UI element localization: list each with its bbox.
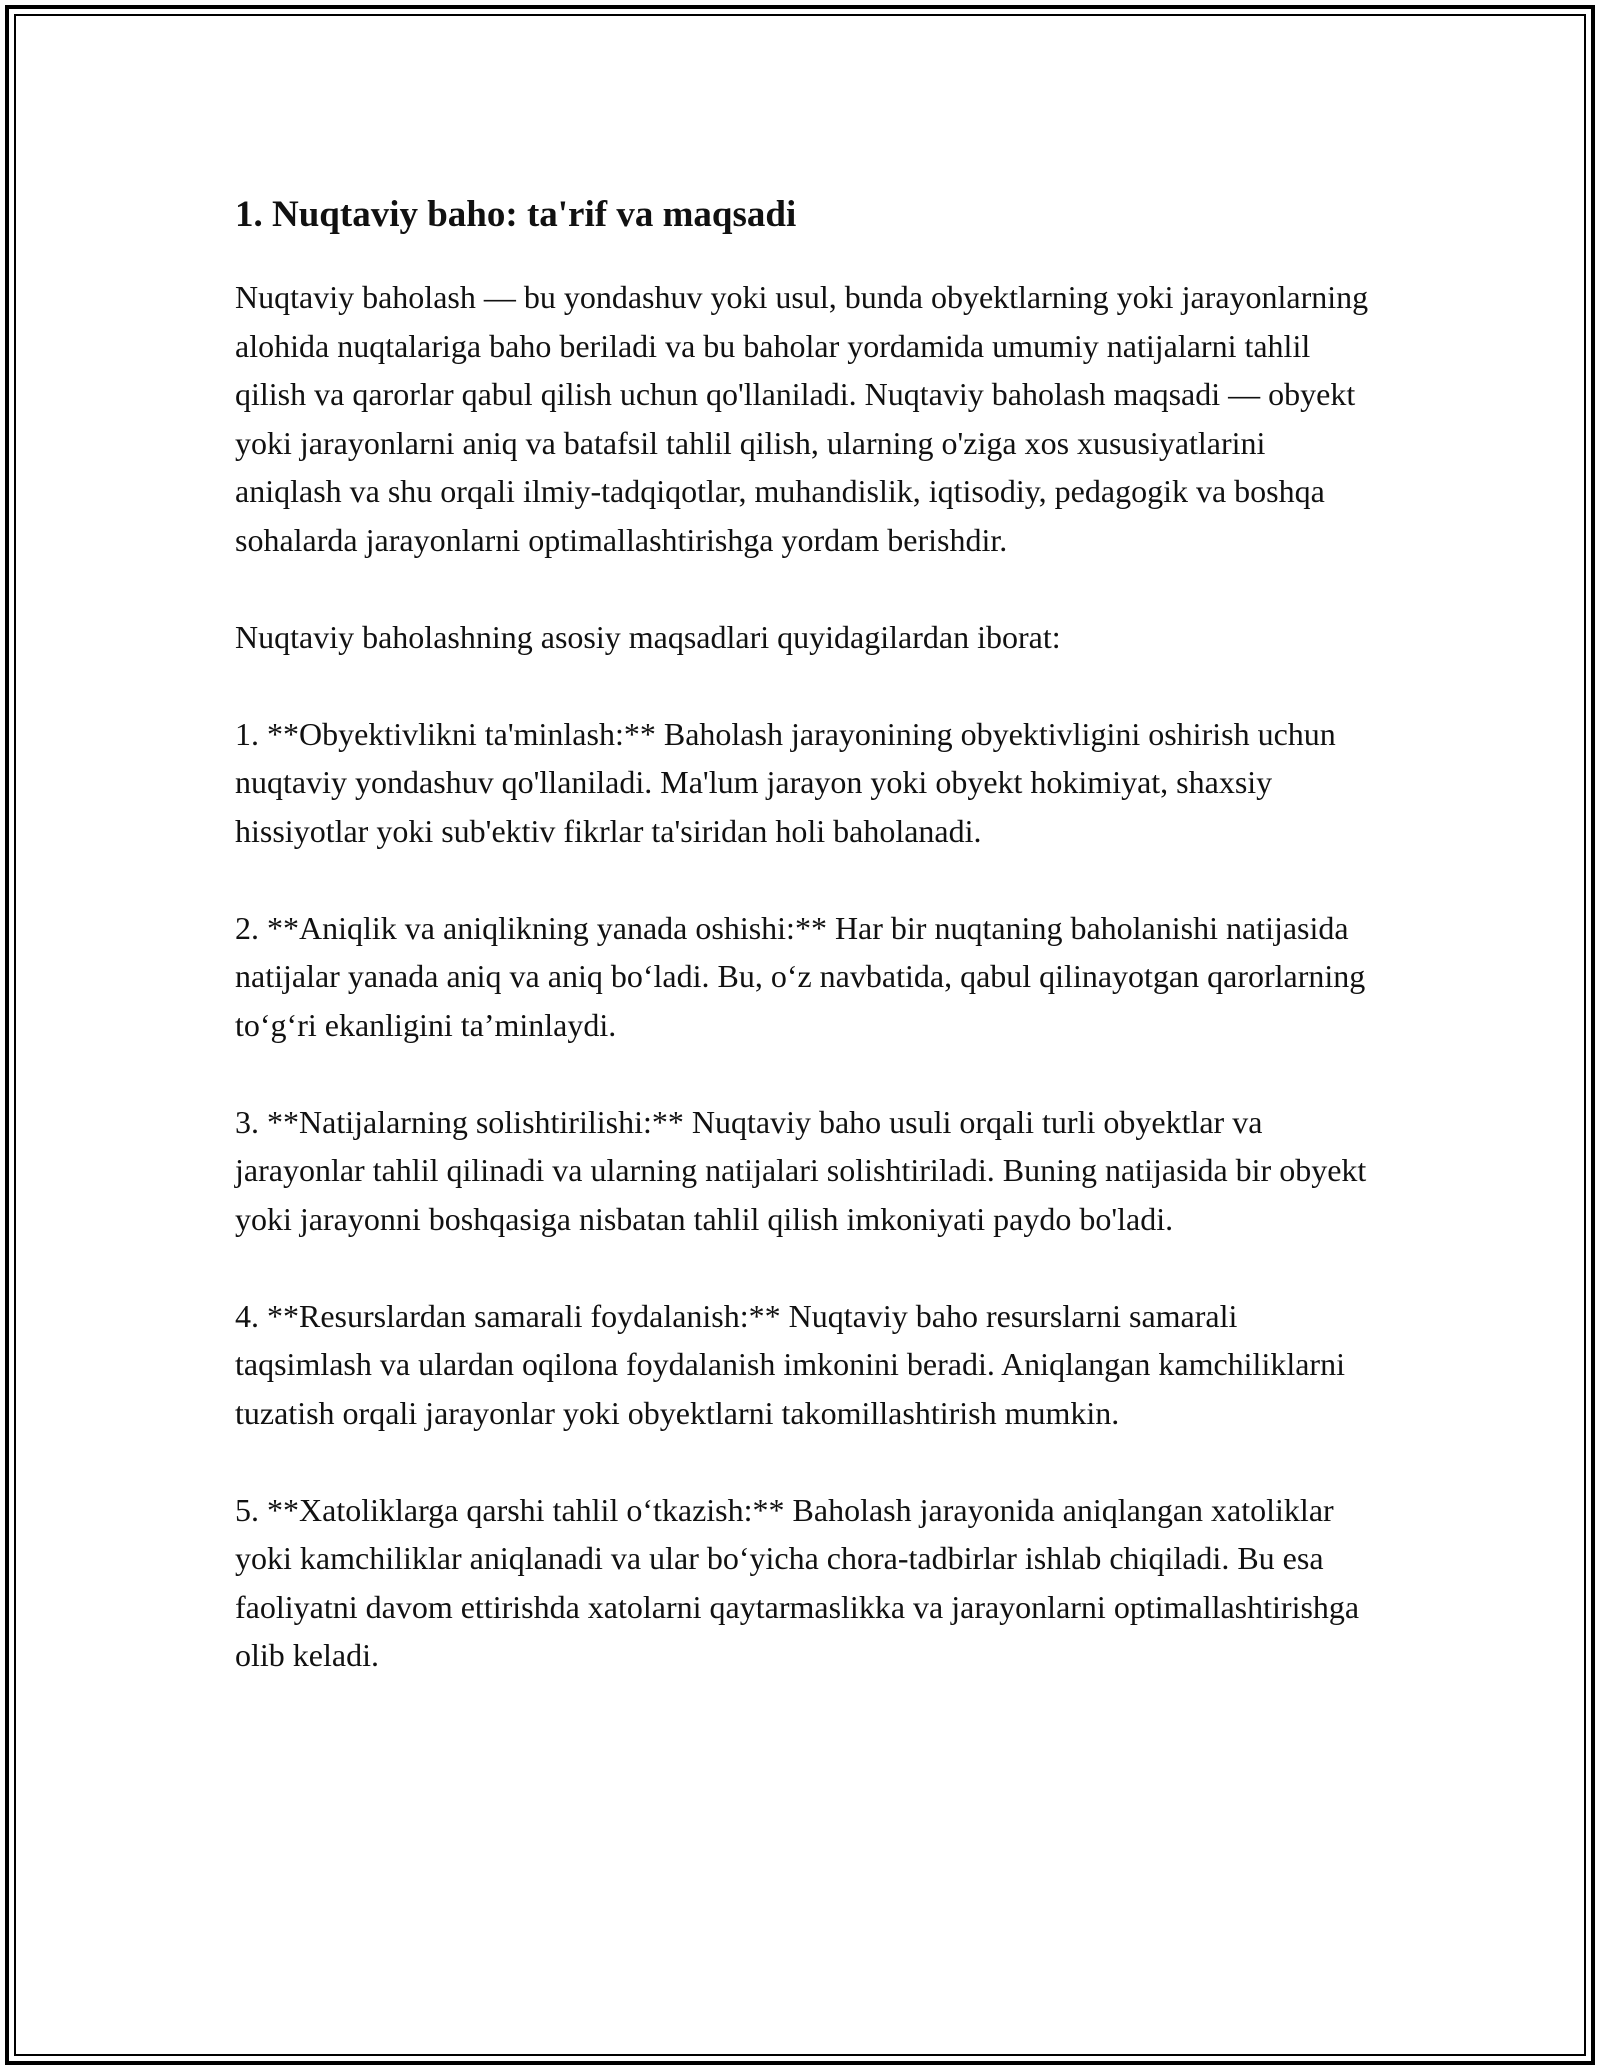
section-title: 1. Nuqtaviy baho: ta'rif va maqsadi [235,194,797,235]
document-body [235,185,1375,1728]
list-item-accuracy: 2. **Aniqlik va aniqlikning yanada oshishi:** Har bir nuqtaning baholanishi natijasida natijalar yanada aniq va aniq bo‘ladi. Bu, o‘z navbatida, qabul qilinayotgan qarorlarning to‘g‘ri ekanligini ta’minlaydi. [235,909,1366,1043]
paragraph-goals-intro: Nuqtaviy baholashning asosiy maqsadlari quyidagilardan iborat: [235,618,1061,655]
list-item-objectivity: 1. **Obyektivlikni ta'minlash:** Baholash jarayonining obyektivligini oshirish uchun nuqtaviy yondashuv qo'llaniladi. Ma'lum jarayon yoki obyekt hokimiyat, shaxsiy hissiyotlar yoki sub'ektiv fikrlar ta'siridan holi baholanadi. [235,715,1336,849]
list-item-error-analysis: 5. **Xatoliklarga qarshi tahlil o‘tkazish:** Baholash jarayonida aniqlangan xatoliklar yoki kamchiliklar aniqlanadi va ular bo‘yicha chora-tadbirlar ishlab chiqiladi. Bu esa faoliyatni davom ettirishda xatolarni qaytarmaslikka va jarayonlarni optimallashtirishga olib keladi. [235,1491,1360,1673]
paragraph-definition: Nuqtaviy baholash — bu yondashuv yoki usul, bunda obyektlarning yoki jarayonlarning alohida nuqtalariga baho beriladi va bu baholar yordamida umumiy natijalarni tahlil qilish va qarorlar qabul qilish uchun qo'llaniladi. Nuqtaviy baholash maqsadi — obyekt yoki jarayonlarni aniq va batafsil tahlil qilish, ularning o'ziga xos xususiyatlarini aniqlash va shu orqali ilmiy-tadqiqotlar, muhandislik, iqtisodiy, pedagogik va boshqa sohalarda jarayonlarni optimallashtirishga yordam berishdir. [235,279,1369,558]
list-item-comparison: 3. **Natijalarning solishtirilishi:** Nuqtaviy baho usuli orqali turli obyektlar va jarayonlar tahlil qilinadi va ularning natijalari solishtiriladi. Buning natijasida bir obyekt yoki jarayonni boshqasiga nisbatan tahlil qilish imkoniyati paydo bo'ladi. [235,1103,1367,1237]
list-item-resources: 4. **Resurslardan samarali foydalanish:** Nuqtaviy baho resurslarni samarali taqsimlash va ulardan oqilona foydalanish imkonini beradi. Aniqlangan kamchiliklarni tuzatish orqali jarayonlar yoki obyektlarni takomillashtirish mumkin. [235,1297,1345,1431]
